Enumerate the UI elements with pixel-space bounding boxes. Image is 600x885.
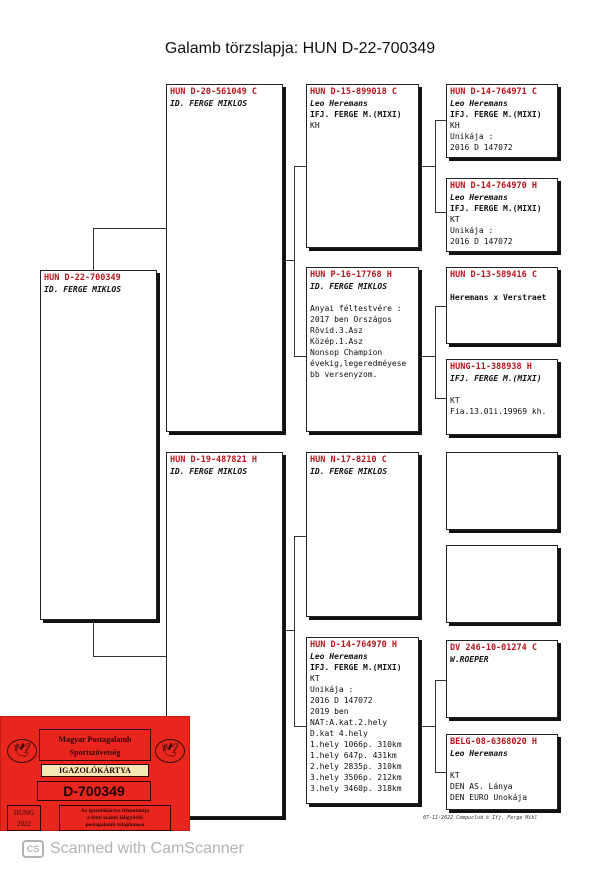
pigeon-emblem-icon: 🕊 — [155, 739, 185, 763]
connector — [93, 656, 166, 657]
pigeon-name: ID. FERGE MIKLOS — [170, 467, 248, 476]
info-line: NAT:A.kat.2.hely — [310, 718, 388, 727]
connector — [294, 536, 295, 726]
info-line: 2019 ben — [310, 707, 349, 716]
connector — [435, 306, 436, 398]
owner: IFJ. FERGE M.(MIXI) — [310, 110, 402, 119]
info-line: 2016 D 147072 — [450, 237, 513, 246]
connector — [294, 356, 306, 357]
pigeon-card-dam-sire — [306, 452, 419, 617]
scanner-watermark — [22, 840, 244, 858]
pigeon-card-sd-sire — [446, 267, 558, 344]
info-line: D.kat 4.hely — [310, 729, 368, 738]
info-line: KH — [450, 121, 460, 130]
info-line: Közép.1.Asz — [310, 337, 363, 346]
connector — [93, 620, 94, 656]
ring-number: HUNG-11-388938 H — [450, 362, 532, 372]
card-organization — [39, 729, 151, 761]
connector — [93, 228, 94, 272]
pigeon-name: ID. FERGE MIKLOS — [310, 282, 388, 291]
pigeon-card-sire-dam — [306, 267, 419, 432]
connector — [294, 166, 295, 356]
card-country — [7, 805, 41, 831]
note-line: a fenti számú lábgyűrűs — [86, 815, 144, 821]
info-line: 2017 ben Országos — [310, 315, 392, 324]
pigeon-card-ds-sire-empty — [446, 452, 558, 530]
ring-number: HUN D-14-764970 H — [450, 181, 537, 191]
info-line: 1.hely 1066p. 310km — [310, 740, 402, 749]
info-line: KT — [310, 674, 320, 683]
country-code: HUNG — [13, 809, 35, 817]
info-line: KT — [450, 215, 460, 224]
connector — [435, 398, 446, 399]
connector — [420, 166, 435, 167]
note-line: Az igazolókártya felmutatója — [80, 808, 150, 814]
pigeon-name: ID. FERGE MIKLOS — [44, 285, 122, 294]
pigeon-name: Leo Heremans — [310, 99, 368, 108]
pigeon-card-ds-dam-empty — [446, 545, 558, 623]
connector — [294, 536, 306, 537]
connector — [294, 166, 306, 167]
pigeon-card-sd-dam — [446, 359, 558, 435]
info-line: 2.hely 2835p. 310km — [310, 762, 402, 771]
info-line: Rövid.3.Asz — [310, 326, 363, 335]
ring-number: HUN D-19-487821 H — [170, 455, 257, 465]
camscanner-logo-icon: CS — [22, 840, 44, 858]
card-id-number: D-700349 — [37, 781, 151, 801]
connector — [294, 726, 306, 727]
ring-number: HUN P-16-17768 H — [310, 270, 392, 280]
info-line: 2016 D 147072 — [450, 143, 513, 152]
ring-number: DV 246-10-01274 C — [450, 643, 537, 653]
pigeon-name: Leo Heremans — [450, 749, 508, 758]
connector — [435, 680, 446, 681]
pigeon-card-dam-dam — [306, 637, 419, 804]
pigeon-card-dd-sire — [446, 640, 558, 718]
info-line: DEN EURO Unokája — [450, 793, 528, 802]
ring-number: HUN N-17-8210 C — [310, 455, 387, 465]
pigeon-card-sire-sire — [306, 84, 419, 248]
ring-number: HUN D-22-700349 — [44, 273, 121, 283]
pigeon-name: Leo Heremans — [310, 652, 368, 661]
info-line: Nonsop Champion — [310, 348, 383, 357]
connector — [435, 306, 446, 307]
footer-credit: 07-11-2022 Compuclub © Ifj. Ferge Mikl — [423, 815, 538, 821]
info-line: Unikája : — [450, 226, 494, 235]
pigeon-card-sire — [166, 84, 283, 432]
info-line: 3.hely 3460p. 318km — [310, 784, 402, 793]
ring-number: HUN D-15-899018 C — [310, 87, 397, 97]
pigeon-name: Leo Heremans — [450, 99, 508, 108]
pigeon-card-subject — [40, 270, 157, 620]
connector — [435, 212, 446, 213]
pigeon-name: ID. FERGE MIKLOS — [170, 99, 248, 108]
pigeon-name: IFJ. FERGE M.(MIXI) — [450, 374, 542, 383]
page-title: Galamb törzslapja: HUN D-22-700349 — [164, 40, 436, 57]
info-line: bb versenyzom. — [310, 370, 378, 379]
card-year: 2022 — [17, 820, 31, 828]
info-line: DEN AS. Lánya — [450, 782, 513, 791]
connector — [284, 260, 294, 261]
connector — [435, 120, 436, 212]
ring-number: HUN D-14-764970 H — [310, 640, 397, 650]
ring-number: HUN D-13-589416 C — [450, 270, 537, 280]
connector — [420, 726, 435, 727]
info-line: 1.hely 647p. 431km — [310, 751, 397, 760]
watermark-text: Scanned with CamScanner — [50, 840, 244, 857]
note-line: postagalamb tulajdonosa — [85, 822, 145, 828]
card-label: IGAZOLÓKÁRTYA — [41, 764, 149, 777]
connector — [93, 228, 166, 229]
info-line: KT — [450, 396, 460, 405]
org-line: Sportszövetség — [69, 748, 121, 757]
info-line: Unikája : — [310, 685, 354, 694]
pigeon-emblem-icon: 🕊 — [7, 739, 37, 763]
connector — [435, 772, 446, 773]
card-note — [59, 805, 171, 831]
connector — [435, 120, 446, 121]
pigeon-card-ss-dam — [446, 178, 558, 252]
info-line: 3.hely 3506p. 212km — [310, 773, 402, 782]
connector — [420, 356, 435, 357]
pigeon-card-dd-dam — [446, 734, 558, 810]
owner: IFJ. FERGE M.(MIXI) — [450, 110, 542, 119]
info-line: KT — [450, 771, 460, 780]
connector — [435, 680, 436, 772]
info-line: Unikája : — [450, 132, 494, 141]
info-line: Anyai féltestvére : — [310, 304, 402, 313]
info-line: KH — [310, 121, 320, 130]
ring-number: HUN D-20-561049 C — [170, 87, 257, 97]
org-line: Magyar Postagalamb — [58, 735, 132, 744]
pigeon-name: ID. FERGE MIKLOS — [310, 467, 388, 476]
pigeon-name: Leo Heremans — [450, 193, 508, 202]
info-line: 2016 D 147072 — [310, 696, 373, 705]
pigeon-name: W.ROEPER — [450, 655, 489, 664]
connector — [284, 630, 294, 631]
ring-number: BELG-08-6368020 H — [450, 737, 537, 747]
owner: IFJ. FERGE M.(MIXI) — [310, 663, 402, 672]
info-line: Heremans x Verstraet — [450, 293, 547, 302]
info-line: évekig,legeredméyese — [310, 359, 407, 368]
id-card — [0, 716, 190, 831]
owner: IFJ. FERGE M.(MIXI) — [450, 204, 542, 213]
ring-number: HUN D-14-764971 C — [450, 87, 537, 97]
info-line: Fia.13.01i.19969 kh. — [450, 407, 547, 416]
pigeon-card-ss-sire — [446, 84, 558, 158]
